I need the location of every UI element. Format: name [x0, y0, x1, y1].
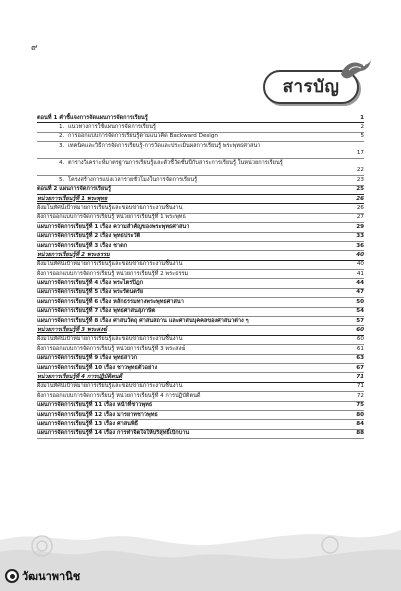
- toc-row: [37, 326, 364, 335]
- publisher-logo: [5, 567, 80, 585]
- toc-entry-text: แผนการจัดการเรียนรู้ที่ 4 เรื่อง พระไตรปิฎก: [37, 280, 143, 287]
- toc-entry-label: โครงสร้างการแบ่งเวลารายชั่วโมงในการจัดการเรียนรู้: [68, 176, 198, 183]
- toc-page-number: 67: [356, 364, 364, 371]
- toc-entry-text: ผังการออกแบบการจัดการเรียนรู้ หน่วยการเรียนรู้ที่ 1 พระพุทธ: [37, 214, 186, 221]
- toc-entry-text: แผนการจัดการเรียนรู้ที่ 11 เรื่อง หน้าที่ชาวพุทธ: [37, 402, 153, 409]
- toc-row: [37, 383, 364, 392]
- toc-page-number: 1: [360, 114, 364, 121]
- toc-row: [37, 279, 364, 288]
- toc-row: [37, 364, 364, 373]
- toc-page-number: 54: [356, 308, 364, 315]
- toc-entry-text: แผนการจัดการเรียนรู้ที่ 13 เรื่อง ศาสนพิธี: [37, 420, 139, 427]
- toc-page-number: 27: [356, 214, 364, 221]
- toc-page-number: 29: [356, 223, 364, 230]
- toc-row: [37, 176, 364, 185]
- toc-entry-text: ผังมโนทัศน์เป้าหมายการเรียนรู้และขอบข่ายภาระงานชิ้นงาน: [37, 261, 183, 268]
- toc-row: [37, 373, 364, 382]
- toc-entry-text: แผนการจัดการเรียนรู้ที่ 12 เรื่อง มารยาทชาวพุทธ: [37, 411, 158, 418]
- toc-entry-text: หน่วยการเรียนรู้ที่ 2 พระธรรม: [37, 251, 110, 258]
- toc-page-number: 25: [356, 186, 364, 193]
- toc-row: [37, 204, 364, 213]
- toc-row: [37, 430, 364, 439]
- page-title: สารบัญ: [282, 77, 340, 97]
- toc-row: [37, 114, 364, 123]
- toc-row: [37, 336, 364, 345]
- toc-page-number: 72: [356, 392, 364, 399]
- toc-entry-text: ผังมโนทัศน์เป้าหมายการเรียนรู้และขอบข่ายภาระงานชิ้นงาน: [37, 383, 183, 390]
- toc-entry-text: [37, 177, 346, 184]
- toc-page-number: 60: [356, 327, 364, 334]
- toc-entry-text: [37, 124, 346, 131]
- toc-entry-text: [37, 143, 346, 150]
- page-number: ๙: [31, 43, 38, 53]
- toc-page-number: 2: [360, 123, 364, 130]
- toc-row: [37, 420, 364, 429]
- decorative-bird-icon: [337, 56, 373, 82]
- toc-row: [37, 195, 364, 204]
- toc-row: [37, 251, 364, 260]
- toc-page-number: 47: [356, 289, 364, 296]
- toc-entry-text: แผนการจัดการเรียนรู้ที่ 7 เรื่อง พุทธศาสนสุภาษิต: [37, 308, 156, 315]
- toc-row: [37, 214, 364, 223]
- toc-row: [37, 142, 364, 159]
- toc-row: [37, 345, 364, 354]
- toc-heading-badge: [263, 70, 364, 107]
- toc-page-number: 71: [356, 373, 364, 380]
- toc-entry-number: 2.: [59, 133, 65, 140]
- toc-page-number: 26: [356, 204, 364, 211]
- toc-entry-label: แนวทางการใช้แผนการจัดการเรียนรู้: [68, 123, 156, 130]
- toc-row: [37, 289, 364, 298]
- toc-entry-text: แผนการจัดการเรียนรู้ที่ 10 เรื่อง ชาวพุทธตัวอย่าง: [37, 364, 158, 371]
- toc-entry-text: แผนการจัดการเรียนรู้ที่ 1 เรื่อง ความสำคัญของพระพุทธศาสนา: [37, 223, 190, 230]
- toc-entry-number: 3.: [59, 142, 65, 149]
- toc-page-number: 84: [356, 420, 364, 427]
- toc-page-number: 75: [356, 402, 364, 409]
- toc-entry-text: แผนการจัดการเรียนรู้ที่ 3 เรื่อง ชาดก: [37, 242, 128, 249]
- toc-page-number: 22: [356, 167, 364, 174]
- toc-row: [37, 355, 364, 364]
- toc-row: [37, 133, 364, 142]
- toc-entry-text: [37, 133, 346, 140]
- toc-page-number: 63: [356, 355, 364, 362]
- toc-entry-text: แผนการจัดการเรียนรู้ที่ 6 เรื่อง หลักธรรมทางพระพุทธศาสนา: [37, 298, 184, 305]
- toc-row: [37, 233, 364, 242]
- toc-entry-text: ผังการออกแบบการจัดการเรียนรู้ หน่วยการเรียนรู้ที่ 4 การปฏิบัติตนดี: [37, 392, 201, 399]
- publisher-name: วัฒนาพานิช: [22, 570, 81, 583]
- table-of-contents: [37, 114, 364, 439]
- toc-entry-label: ตารางวิเคราะห์มาตรฐานการเรียนรู้และตัวชี้วัดชั้นปีกับสาระการเรียนรู้ ในหน่วยการเรียนรู้: [68, 159, 283, 166]
- toc-entry-text: หน่วยการเรียนรู้ที่ 3 พระสงฆ์: [37, 327, 107, 334]
- toc-entry-text: ตอนที่ 2 แผนการจัดการเรียนรู้: [37, 186, 111, 193]
- toc-row: [37, 223, 364, 232]
- toc-entry-text: ผังการออกแบบการจัดการเรียนรู้ หน่วยการเรียนรู้ที่ 3 พระสงฆ์: [37, 345, 186, 352]
- toc-entry-label: เทคนิคและวิธีการจัดการเรียนรู้-การวัดและประเมินผลการเรียนรู้ พระพุทธศาสนา: [68, 142, 261, 149]
- toc-row: [37, 298, 364, 307]
- toc-row: [37, 242, 364, 251]
- toc-page-number: 5: [360, 133, 364, 140]
- toc-page-number: 80: [356, 411, 364, 418]
- toc-page-number: 33: [356, 233, 364, 240]
- toc-row: [37, 270, 364, 279]
- toc-entry-text: แผนการจัดการเรียนรู้ที่ 2 เรื่อง พุทธประวัติ: [37, 233, 141, 240]
- toc-entry-text: แผนการจัดการเรียนรู้ที่ 14 เรื่อง การทำจิตใจให้บริสุทธิ์เบิกบาน: [37, 430, 190, 437]
- publisher-logo-icon: [5, 569, 19, 583]
- toc-row: [37, 411, 364, 420]
- toc-page-number: 57: [356, 317, 364, 324]
- toc-entry-text: แผนการจัดการเรียนรู้ที่ 8 เรื่อง ศาสนวัตถุ ศาสนสถาน และศาสนบุคคลของศาสนาต่าง ๆ: [37, 317, 249, 324]
- toc-row: [37, 317, 364, 326]
- toc-page-number: 50: [356, 298, 364, 305]
- toc-entry-text: ผังมโนทัศน์เป้าหมายการเรียนรู้และขอบข่ายภาระงานชิ้นงาน: [37, 336, 183, 343]
- toc-page-number: 26: [356, 195, 364, 202]
- toc-entry-text: แผนการจัดการเรียนรู้ที่ 5 เรื่อง พระรัตนตรัย: [37, 289, 144, 296]
- toc-entry-label: การออกแบบการจัดการเรียนรู้ตามแนวคิด Backward Design: [68, 133, 218, 140]
- toc-entry-text: [37, 160, 346, 167]
- toc-page-number: 23: [356, 176, 364, 183]
- toc-row: [37, 123, 364, 132]
- toc-entry-text: ผังมโนทัศน์เป้าหมายการเรียนรู้และขอบข่ายภาระงานชิ้นงาน: [37, 204, 183, 211]
- toc-page-number: 88: [356, 430, 364, 437]
- toc-page-number: 40: [356, 261, 364, 268]
- toc-row: [37, 308, 364, 317]
- toc-row: [37, 186, 364, 195]
- toc-page-number: 41: [356, 270, 364, 277]
- toc-row: [37, 261, 364, 270]
- toc-page-number: 60: [356, 336, 364, 343]
- toc-page-number: 17: [356, 150, 364, 157]
- toc-entry-text: หน่วยการเรียนรู้ที่ 4 การปฏิบัติตนดี: [37, 373, 123, 380]
- toc-page-number: 40: [356, 251, 364, 258]
- toc-row: [37, 402, 364, 411]
- toc-entry-number: 4.: [59, 159, 65, 166]
- toc-entry-number: 5.: [59, 176, 65, 183]
- toc-entry-text: หน่วยการเรียนรู้ที่ 1 พระพุทธ: [37, 195, 108, 202]
- toc-page-number: 36: [356, 242, 364, 249]
- toc-entry-text: ตอนที่ 1 คำชี้แจงการจัดแผนการจัดการเรียนรู้: [37, 114, 148, 121]
- toc-entry-text: แผนการจัดการเรียนรู้ที่ 9 เรื่อง พุทธสาวก: [37, 355, 138, 362]
- toc-page-number: 61: [356, 345, 364, 352]
- toc-row: [37, 159, 364, 176]
- toc-page-number: 71: [356, 383, 364, 390]
- toc-entry-text: ผังการออกแบบการจัดการเรียนรู้ หน่วยการเรียนรู้ที่ 2 พระธรรม: [37, 270, 189, 277]
- toc-row: [37, 392, 364, 401]
- toc-page-number: 44: [356, 280, 364, 287]
- toc-entry-number: 1.: [59, 123, 65, 130]
